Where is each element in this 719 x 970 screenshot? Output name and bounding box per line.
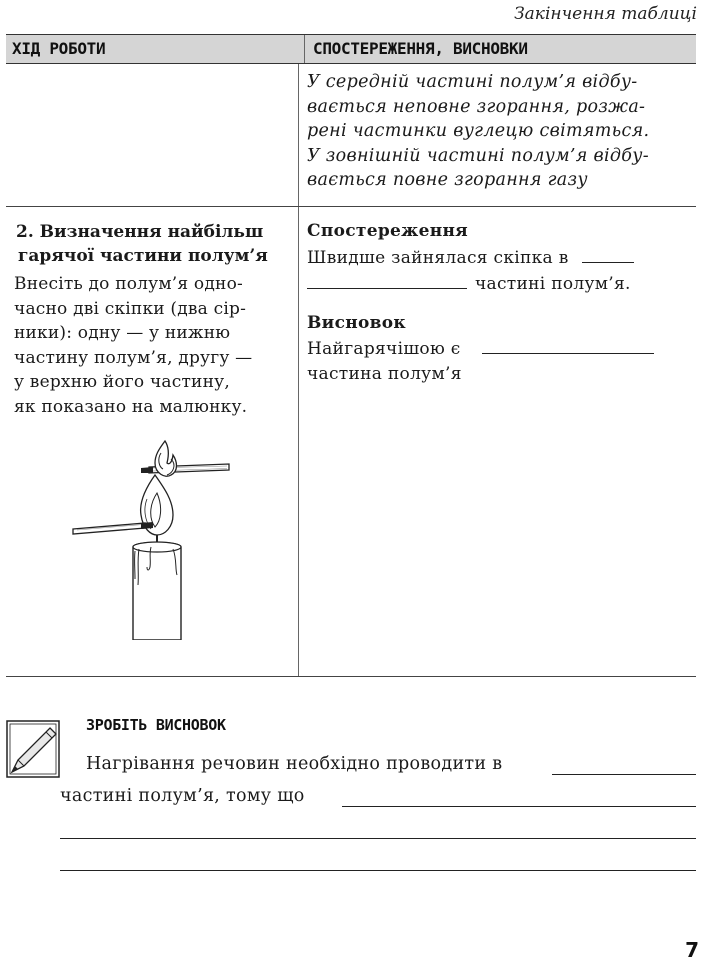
procedure-cell-empty	[6, 64, 299, 206]
observation-label: Спостереження	[307, 221, 469, 241]
answer-line[interactable]	[552, 774, 696, 775]
conclusion-title: ЗРОБІТЬ ВИСНОВОК	[86, 716, 226, 734]
table-row	[6, 207, 696, 677]
header-procedure: ХІД РОБОТИ	[6, 35, 305, 63]
upper-splint	[141, 464, 229, 473]
answer-line[interactable]	[60, 838, 696, 839]
observation-text: Швидше зайнялася скіпка в	[307, 247, 569, 268]
answer-line[interactable]	[342, 806, 696, 807]
answer-line[interactable]	[60, 870, 696, 871]
candle-body	[133, 542, 181, 640]
observation-cell	[299, 207, 696, 676]
observation-text: У середній частині полум’я відбу- вається неповне згорання, розжа- рені частинки вуглецю світяться. У зовнішній частині полум’я відбу- вається повне згорання газу	[307, 72, 650, 190]
task-title: 2. Визначення найбільш гарячої частини полум’я	[16, 222, 268, 266]
lower-splint	[73, 522, 153, 534]
conclusion-prompt-line2: частині полум’я, тому що	[60, 786, 305, 806]
splint-flame	[155, 441, 177, 476]
procedure-cell	[6, 207, 299, 676]
task-instructions: Внесіть до полум’я одно- часно дві скіпки (два сір- ники): одну — у нижню частину полум’я, другу — у верхню його частину, як показано на малюнку.	[14, 274, 253, 417]
conclusion-text: Найгарячішою є	[307, 339, 461, 359]
observation-section	[307, 219, 696, 297]
observation-cell	[299, 64, 696, 206]
observation-text: частині полум’я.	[475, 274, 631, 294]
conclusion-text: частина полум’я	[307, 363, 462, 384]
conclusion-label: Висновок	[307, 312, 406, 333]
candle-illustration	[61, 435, 241, 640]
conclusion-prompt-line1: Нагрівання речовин необхідно проводити в	[86, 754, 503, 774]
answer-blank[interactable]	[307, 270, 467, 289]
table-header	[6, 34, 696, 64]
table-row	[6, 64, 696, 207]
page-number: 7	[685, 938, 699, 962]
conclusion-section	[307, 311, 696, 387]
answer-blank[interactable]	[482, 335, 654, 354]
pencil-icon	[6, 720, 60, 778]
header-observations: СПОСТЕРЕЖЕННЯ, ВИСНОВКИ	[313, 39, 528, 58]
continuation-label: Закінчення таблиці	[514, 4, 697, 24]
experiment-table	[6, 34, 696, 677]
answer-blank[interactable]	[582, 244, 634, 263]
